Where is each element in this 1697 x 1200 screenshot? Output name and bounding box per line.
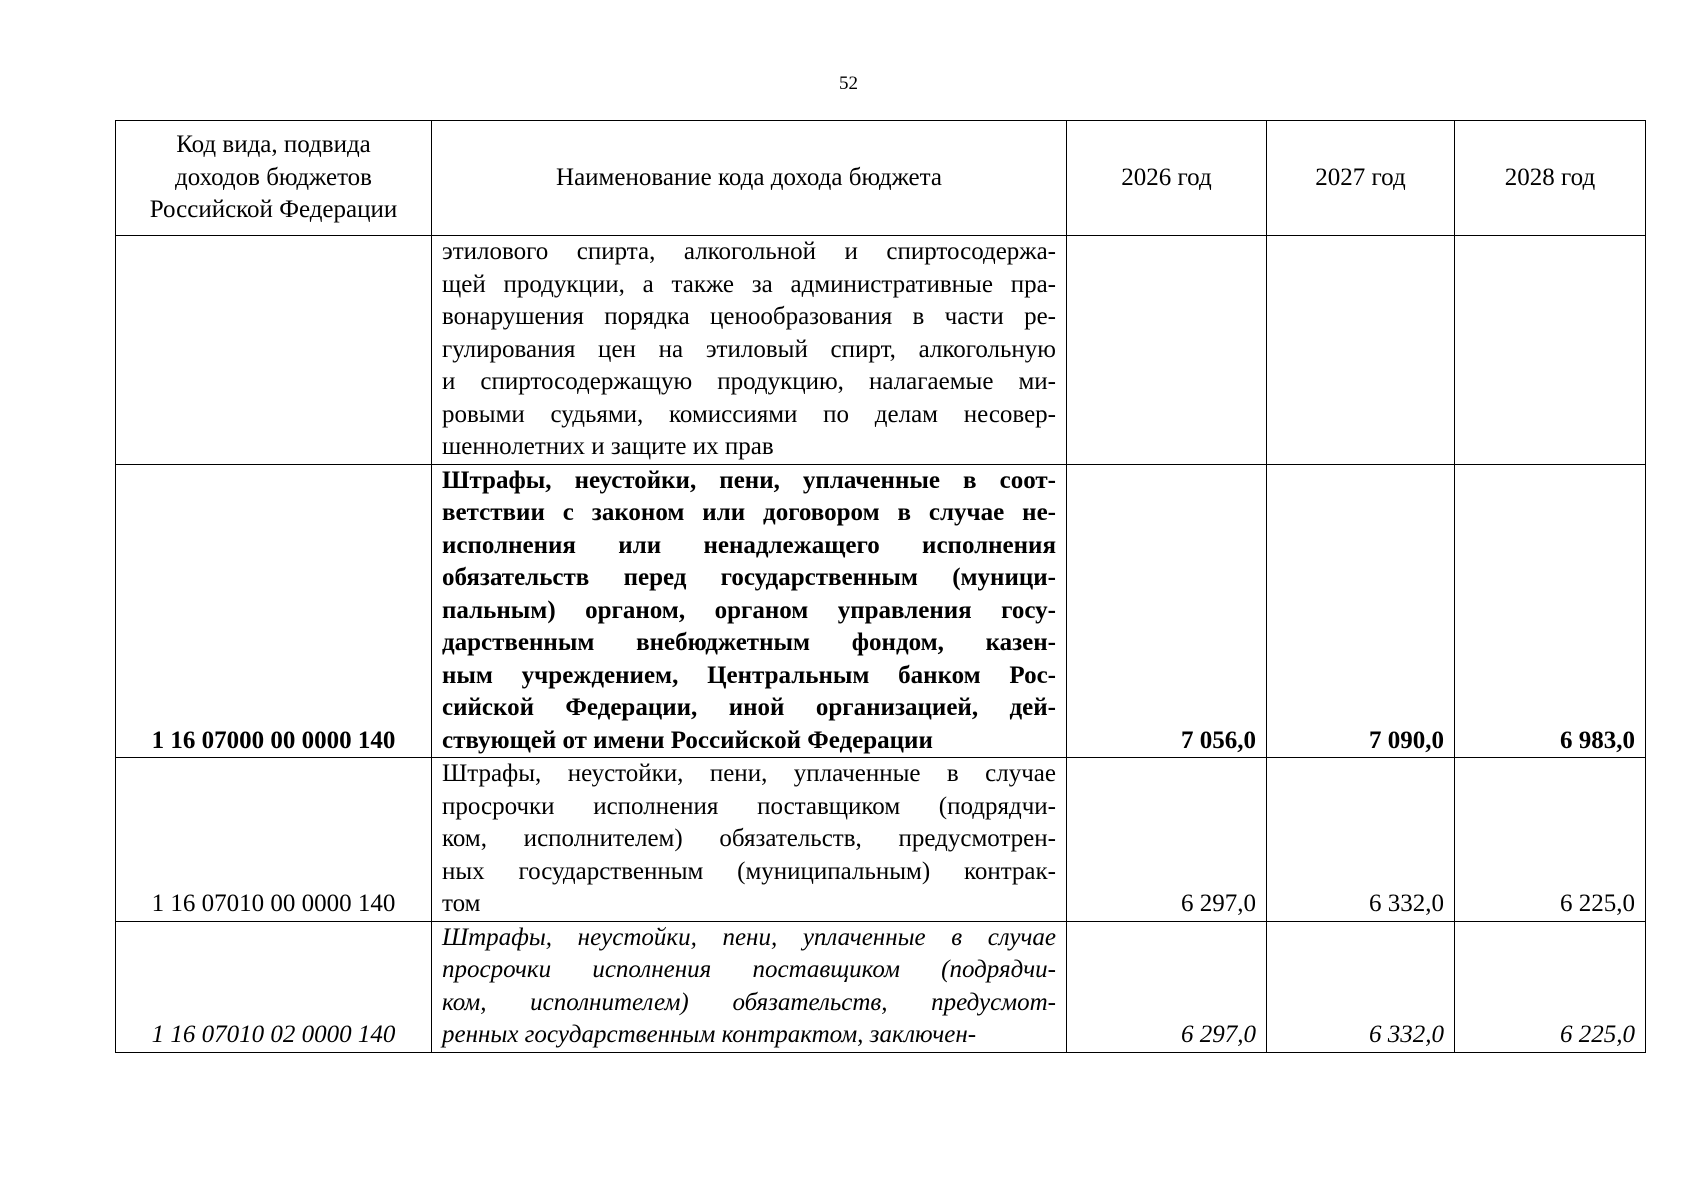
name-line: ным учреждением, Центральным банком Рос-: [442, 661, 1056, 689]
name-line: обязательств перед государственным (муници-: [442, 564, 1056, 591]
value-2028: [1455, 236, 1646, 465]
name-line: гулирования цен на этиловый спирт, алкогольную: [442, 335, 1056, 363]
value-2026: 7 056,0: [1067, 464, 1267, 758]
revenue-table: [115, 120, 1646, 1053]
row-name: [432, 464, 1067, 758]
table-row: [116, 464, 1646, 758]
name-line: Штрафы, неустойки, пени, уплаченные в соот-: [442, 466, 1056, 494]
row-name: [432, 758, 1067, 922]
value-2027: 6 332,0: [1267, 758, 1455, 922]
header-code-line-2: доходов бюджетов: [175, 163, 372, 191]
row-code: 1 16 07010 02 0000 140: [116, 921, 432, 1052]
name-line: ветствии с законом или договором в случае не-: [442, 499, 1056, 526]
value-2028: 6 225,0: [1455, 758, 1646, 922]
name-line: Штрафы, неустойки, пени, уплаченные в случае: [442, 760, 1056, 787]
value-2027: 7 090,0: [1267, 464, 1455, 758]
name-line: щей продукции, а также за административные пра-: [442, 270, 1056, 298]
header-code-line-3: Российской Федерации: [149, 196, 398, 224]
name-line: сийской Федерации, иной организацией, дей-: [442, 694, 1056, 721]
value-2026: 6 297,0: [1067, 758, 1267, 922]
table-header-row: [116, 121, 1646, 236]
row-name: [432, 921, 1067, 1052]
value-2028: 6 983,0: [1455, 464, 1646, 758]
table-row: [116, 236, 1646, 465]
row-code: [116, 236, 432, 465]
name-line: и спиртосодержащую продукцию, налагаемые ми-: [442, 368, 1056, 395]
row-code: 1 16 07010 00 0000 140: [116, 758, 432, 922]
header-2027: 2027 год: [1267, 121, 1455, 236]
name-line: ствующей от имени Российской Федерации: [442, 726, 933, 754]
name-line: просрочки исполнения поставщиком (подрядчи-: [442, 792, 1056, 820]
page-number: 52: [839, 73, 858, 94]
row-name: [432, 236, 1067, 465]
table-row: [116, 921, 1646, 1052]
header-code: [116, 121, 432, 236]
name-line: просрочки исполнения поставщиком (подрядчи-: [442, 956, 1056, 983]
header-2026: 2026 год: [1067, 121, 1267, 236]
name-line: пальным) органом, органом управления госу-: [442, 596, 1056, 624]
table-row: [116, 758, 1646, 922]
name-line: шеннолетних и защите их прав: [442, 433, 774, 460]
header-2028: 2028 год: [1455, 121, 1646, 236]
name-line: вонарушения порядка ценообразования в части ре-: [442, 303, 1056, 330]
name-line: ных государственным (муниципальным) контрак-: [442, 857, 1056, 885]
value-2026: 6 297,0: [1067, 921, 1267, 1052]
name-line: ком, исполнителем) обязательств, предусмот-: [442, 988, 1056, 1016]
name-line: дарственным внебюджетным фондом, казен-: [442, 629, 1056, 656]
value-2026: [1067, 236, 1267, 465]
name-line: этилового спирта, алкогольной и спиртосодержа-: [442, 238, 1056, 265]
name-line: ком, исполнителем) обязательств, предусмотрен-: [442, 825, 1056, 852]
name-line: том: [442, 890, 481, 917]
name-line: ренных государственным контрактом, заключен-: [442, 1021, 977, 1048]
value-2027: 6 332,0: [1267, 921, 1455, 1052]
value-2027: [1267, 236, 1455, 465]
row-code: 1 16 07000 00 0000 140: [116, 464, 432, 758]
header-name: Наименование кода дохода бюджета: [432, 121, 1067, 236]
name-line: Штрафы, неустойки, пени, уплаченные в случае: [442, 923, 1056, 951]
name-line: исполнения или ненадлежащего исполнения: [442, 531, 1056, 559]
name-line: ровыми судьями, комиссиями по делам несовер-: [442, 400, 1056, 428]
value-2028: 6 225,0: [1455, 921, 1646, 1052]
header-code-line-1: Код вида, подвида: [176, 131, 371, 159]
